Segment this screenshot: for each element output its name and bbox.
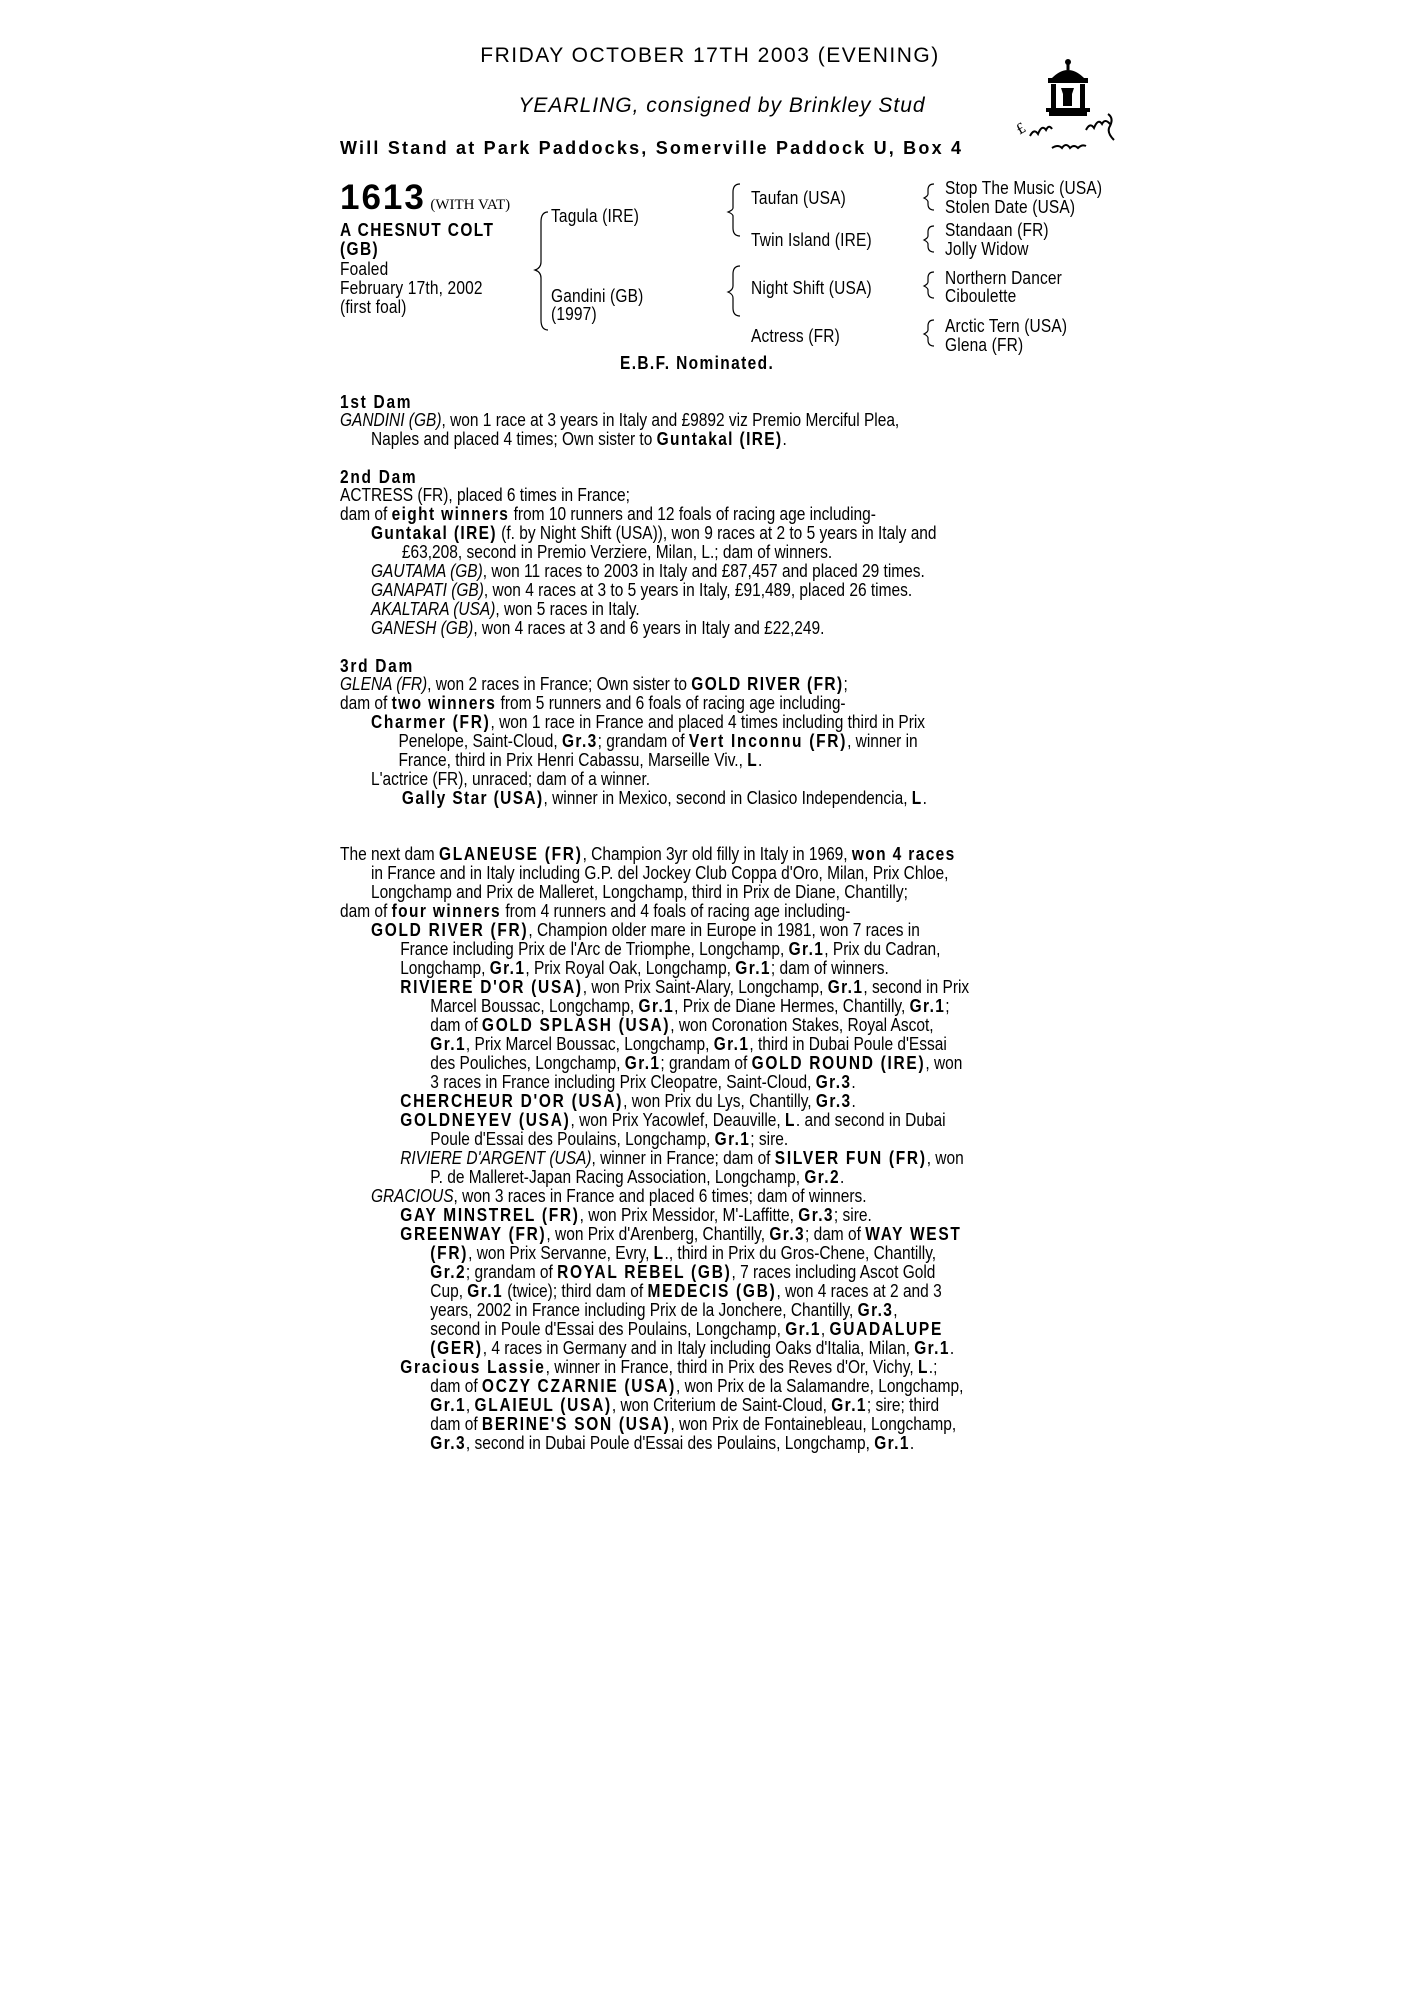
next-dam-line: [340, 902, 969, 921]
grade-or-count: Gr.1: [714, 1129, 751, 1149]
record-text: dam of: [430, 1376, 482, 1396]
record-text: . and second in Dubai: [795, 1110, 946, 1130]
grade-or-count: Gr.3: [857, 1300, 894, 1320]
record-text: , won Prix d'Arenberg, Chantilly,: [546, 1224, 770, 1244]
next-dam-line: [340, 1073, 969, 1092]
lot-description: A CHESNUT COLT: [340, 220, 495, 240]
first-foal-note: (first foal): [340, 297, 407, 317]
grade-or-count: L: [785, 1110, 796, 1130]
stand-cut: 4: [951, 138, 964, 158]
record-text: , second in Prix: [863, 977, 970, 997]
record-text: .;: [928, 1357, 938, 1377]
horse-name: SILVER FUN (FR): [774, 1148, 927, 1168]
record-text: ; sire; third: [866, 1395, 940, 1415]
pedigree-gen3-8: Glena (FR): [945, 335, 1024, 355]
grade-or-count: Gr.1: [874, 1433, 910, 1453]
punct: .: [782, 429, 787, 449]
record-text: des Pouliches, Longchamp,: [430, 1053, 625, 1073]
record-text: , Prix du Cadran,: [824, 939, 941, 959]
next-dam-line: [340, 997, 969, 1016]
record-text: (twice); third dam of: [502, 1281, 648, 1301]
horse-record: , winner in: [847, 731, 918, 751]
record-text: , won Prix Saint-Alary, Longchamp,: [582, 977, 828, 997]
grade: L: [911, 788, 923, 808]
next-dam-line: [340, 1225, 969, 1244]
next-dam-line: [340, 1415, 969, 1434]
grade-or-count: Gr.3: [798, 1205, 834, 1225]
next-dam-line: [340, 1377, 969, 1396]
pedigree-gen3-7: Arctic Tern (USA): [945, 316, 1068, 336]
grade-or-count: four winners: [391, 901, 502, 921]
horse-name: WAY WEST: [865, 1224, 962, 1244]
record-text: ,: [893, 1300, 898, 1320]
lot-number: 1613: [340, 178, 426, 217]
record-text: dam of: [430, 1414, 482, 1434]
record-text: from 4 runners and 4 foals of racing age including-: [501, 901, 851, 921]
grade-or-count: Gr.1: [788, 939, 825, 959]
record-text: , second in Dubai Poule d'Essai des Poulains, Longchamp,: [465, 1433, 875, 1453]
next-dam-line: [340, 978, 969, 997]
third-dam-heading: 3rd Dam: [340, 656, 414, 676]
pedigree-gen3-1: Stop The Music (USA): [945, 178, 1103, 198]
horse-name: GAY MINSTREL (FR): [400, 1205, 580, 1225]
record-text: , Champion 3yr old filly in Italy in 1969,: [582, 844, 852, 864]
horse-name: RIVIERE D'OR (USA): [400, 977, 583, 997]
horse-name: OCZY CZARNIE (USA): [481, 1376, 677, 1396]
next-dam-line: [340, 1244, 969, 1263]
horse-record: ; grandam of: [597, 731, 689, 751]
stand-location: [340, 138, 963, 159]
winners-count: two winners: [391, 693, 497, 713]
grade-or-count: Gr.1: [785, 1319, 821, 1339]
horse-record: France, third in Prix Henri Cabassu, Marseille Viv.,: [398, 750, 748, 770]
pedigree-gen2-1: Taufan (USA): [751, 188, 846, 208]
consignor-text: , consigned by Brinkley Stud: [632, 94, 926, 117]
pedigree-gen2-3: Night Shift (USA): [751, 278, 872, 298]
record-text: .: [949, 1338, 955, 1358]
record-text: in France and in Italy including G.P. del Jockey Club Coppa d'Oro, Milan, Prix Chloe,: [370, 863, 949, 883]
record-text: ; grandam of: [465, 1262, 558, 1282]
sale-date: FRIDAY OCTOBER 17TH 2003 (EVENING): [480, 44, 940, 67]
next-dam-text: [340, 845, 969, 1453]
next-dam-line: [340, 1206, 969, 1225]
second-dam-produce-summary: [340, 505, 937, 524]
grade-or-count: Gr.3: [769, 1224, 805, 1244]
record-text: , won Prix Messidor, M'-Laffitte,: [579, 1205, 799, 1225]
horse-name: GANESH (GB): [370, 618, 474, 638]
second-dam-text: [340, 486, 937, 638]
dam-name: GANDINI (GB): [340, 410, 442, 430]
next-dam-line: [340, 1092, 969, 1111]
record-text: , won 4 races at 2 and 3: [776, 1281, 942, 1301]
foaled-date: February 17th, 2002: [340, 278, 483, 298]
produce-line: [340, 524, 937, 543]
record-text: P. de Malleret-Japan Racing Association, Longchamp,: [430, 1167, 805, 1187]
grade-or-count: Gr.2: [430, 1262, 466, 1282]
record-text: Cup,: [430, 1281, 468, 1301]
produce-line: [340, 581, 937, 600]
horse-name: RIVIERE D'ARGENT (USA): [400, 1148, 592, 1168]
horse-name: (GER): [430, 1338, 483, 1358]
next-dam-line: [340, 1339, 969, 1358]
grade-or-count: Gr.1: [735, 958, 771, 978]
record-text: , third in Dubai Poule d'Essai: [749, 1034, 947, 1054]
grade-or-count: Gr.1: [914, 1338, 950, 1358]
horse-name: GAUTAMA (GB): [370, 561, 483, 581]
third-dam-text: [340, 675, 927, 808]
record-text: , Prix de Diane Hermes, Chantilly,: [674, 996, 910, 1016]
punct: ;: [843, 674, 848, 694]
horse-name: Gracious Lassie: [400, 1357, 546, 1377]
third-dam-intro: [340, 675, 927, 694]
record-text: second in Poule d'Essai des Poulains, Longchamp,: [430, 1319, 786, 1339]
record-text: .: [839, 1167, 845, 1187]
horse-record: , won 1 race in France and placed 4 times including third in Prix: [490, 712, 926, 732]
record-text: ; grandam of: [660, 1053, 752, 1073]
record-text: , won Prix de la Salamandre, Longchamp,: [676, 1376, 964, 1396]
record-text: ., third in Prix du Gros-Chene, Chantilly,: [664, 1243, 937, 1263]
record-text: , won Coronation Stakes, Royal Ascot,: [670, 1015, 934, 1035]
next-dam-line: [340, 1187, 969, 1206]
foaled-label: Foaled: [340, 259, 389, 279]
horse-record: , won 4 races at 3 and 6 years in Italy and £22,249.: [473, 618, 825, 638]
record-text: Longchamp and Prix de Malleret, Longchamp, third in Prix de Diane, Chantilly;: [370, 882, 908, 902]
record-text: , Prix Royal Oak, Longchamp,: [525, 958, 736, 978]
horse-name: Vert Inconnu (FR): [688, 731, 848, 751]
record-text: dam of: [430, 1015, 482, 1035]
produce-line: [340, 789, 927, 808]
pedigree-sire: Tagula (IRE): [551, 206, 640, 226]
next-dam-line: [340, 1168, 969, 1187]
record-text: .: [909, 1433, 915, 1453]
horse-name: GREENWAY (FR): [400, 1224, 547, 1244]
record-text: , won: [926, 1148, 964, 1168]
pedigree-gen3-3: Standaan (FR): [945, 220, 1049, 240]
grade-or-count: Gr.1: [489, 958, 526, 978]
record-text: .: [851, 1072, 856, 1092]
grade-or-count: Gr.3: [815, 1091, 852, 1111]
record-text: Marcel Boussac, Longchamp,: [430, 996, 639, 1016]
record-text: years, 2002 in France including Prix de la Jonchere, Chantilly,: [430, 1300, 858, 1320]
produce-line: £63,208, second in Premio Verziere, Milan, L.; dam of winners.: [401, 542, 833, 562]
next-dam-line: [340, 1282, 969, 1301]
horse-name: GOLD RIVER (FR): [370, 920, 529, 940]
produce-line: [340, 713, 927, 732]
dam-record: , won 1 race at 3 years in Italy and £9892 viz Premio Merciful Plea,: [441, 410, 900, 430]
horse-name: GLANEUSE (FR): [438, 844, 583, 864]
record-text: , won Prix Yacowlef, Deauville,: [570, 1110, 786, 1130]
next-dam-line: [340, 1111, 969, 1130]
svg-text:£: £: [1013, 120, 1030, 139]
next-dam-line: [340, 1320, 969, 1339]
record-text: , won Prix Servanne, Evry,: [468, 1243, 654, 1263]
yearling-label: YEARLING: [518, 94, 633, 117]
record-text: , won Prix de Fontainebleau, Longchamp,: [670, 1414, 957, 1434]
horse-name: GOLDNEYEV (USA): [400, 1110, 571, 1130]
next-dam-line: [340, 845, 969, 864]
lot-number-block: [340, 178, 510, 218]
next-dam-line: [340, 1016, 969, 1035]
record-text: , 4 races in Germany and in Italy including Oaks d'Italia, Milan,: [482, 1338, 915, 1358]
punct: .: [758, 750, 763, 770]
horse-name: GUADALUPE: [829, 1319, 944, 1339]
grade-or-count: Gr.1: [638, 996, 675, 1016]
first-dam-line: [340, 430, 899, 449]
horse-name: Gally Star (USA): [401, 788, 544, 808]
grade-or-count: Gr.1: [831, 1395, 867, 1415]
grade: Gr.3: [561, 731, 598, 751]
first-dam-line: [340, 411, 899, 430]
next-dam-line: [340, 1035, 969, 1054]
pedigree-dam-year: (1997): [551, 304, 597, 324]
horse-record: , winner in Mexico, second in Clasico Independencia,: [543, 788, 912, 808]
record-text: .: [851, 1091, 856, 1111]
record-text: , won Prix du Lys, Chantilly,: [623, 1091, 816, 1111]
punct: .: [922, 788, 927, 808]
produce-line: L'actrice (FR), unraced; dam of a winner.: [370, 769, 651, 789]
next-dam-line: [340, 940, 969, 959]
record-text: ; sire.: [750, 1129, 789, 1149]
produce-text: dam of: [340, 693, 392, 713]
horse-name: Guntakal (IRE): [370, 523, 497, 543]
logo-graphic: [1008, 54, 1128, 154]
pedigree-gen3-5: Northern Dancer: [945, 268, 1063, 288]
grade-or-count: Gr.1: [713, 1034, 750, 1054]
first-dam-heading: 1st Dam: [340, 392, 413, 412]
horse-name: GLAIEUL (USA): [474, 1395, 612, 1415]
horse-record: , won 11 races to 2003 in Italy and £87,457 and placed 29 times.: [482, 561, 925, 581]
second-dam-heading: 2nd Dam: [340, 467, 418, 487]
horse-name: GOLD ROUND (IRE): [751, 1053, 926, 1073]
record-text: Poule d'Essai des Poulains, Longchamp,: [430, 1129, 715, 1149]
consignor-line: [518, 94, 925, 118]
tattersalls-logo: [1008, 54, 1128, 154]
next-dam-line: [340, 883, 969, 902]
produce-text: from 10 runners and 12 foals of racing age including-: [509, 504, 876, 524]
produce-line: [340, 562, 937, 581]
grade-or-count: L: [653, 1243, 665, 1263]
record-text: ,: [820, 1319, 830, 1339]
record-text: ; sire.: [833, 1205, 872, 1225]
horse-record: , won 4 races at 3 to 5 years in Italy, £91,489, placed 26 times.: [483, 580, 913, 600]
horse-name: GRACIOUS: [370, 1186, 454, 1206]
grade-or-count: Gr.1: [827, 977, 864, 997]
produce-line: [340, 732, 927, 751]
first-dam-text: [340, 411, 899, 449]
next-dam-line: [340, 1358, 969, 1377]
record-text: The next dam: [340, 844, 439, 864]
dam-record: Naples and placed 4 times; Own sister to: [370, 429, 657, 449]
produce-line: [340, 600, 937, 619]
ebf-nomination: E.B.F. Nominated.: [620, 353, 775, 373]
horse-name: Charmer (FR): [370, 712, 491, 732]
record-text: ,: [465, 1395, 475, 1415]
next-dam-line: [340, 1263, 969, 1282]
next-dam-line: [340, 864, 969, 883]
horse-name: ROYAL REBEL (GB): [557, 1262, 732, 1282]
stand-text: Will Stand at Park Paddocks, Somerville Paddock U, Box: [340, 138, 944, 158]
horse-name: AKALTARA (USA): [370, 599, 496, 619]
pedigree-gen2-4: Actress (FR): [751, 326, 840, 346]
grade-or-count: won 4 races: [851, 844, 956, 864]
record-text: , winner in France; dam of: [591, 1148, 775, 1168]
horse-record: , won 5 races in Italy.: [495, 599, 640, 619]
grade-or-count: L: [917, 1357, 929, 1377]
next-dam-line: [340, 1054, 969, 1073]
pedigree-dam: Gandini (GB): [551, 286, 644, 306]
grade-or-count: Gr.2: [804, 1167, 840, 1187]
grade: L: [747, 750, 759, 770]
produce-line: [340, 751, 927, 770]
pedigree-gen3-6: Ciboulette: [945, 286, 1017, 306]
lot-description-country: (GB): [340, 239, 380, 259]
record-text: 3 races in France including Prix Cleopatre, Saint-Cloud,: [430, 1072, 816, 1092]
record-text: , Prix Marcel Boussac, Longchamp,: [465, 1034, 714, 1054]
grade-or-count: Gr.1: [467, 1281, 503, 1301]
second-dam-intro: ACTRESS (FR), placed 6 times in France;: [340, 485, 630, 505]
sibling-name: Guntakal (IRE): [656, 429, 783, 449]
horse-record: (f. by Night Shift (USA)), won 9 races at 2 to 5 years in Italy and: [496, 523, 937, 543]
record-text: ; dam of: [804, 1224, 866, 1244]
horse-name: GANAPATI (GB): [370, 580, 484, 600]
pedigree-gen3-2: Stolen Date (USA): [945, 197, 1076, 217]
vat-note: (WITH VAT): [430, 197, 511, 213]
produce-text: from 5 runners and 6 foals of racing age including-: [496, 693, 846, 713]
record-text: France including Prix de l'Arc de Triomphe, Longchamp,: [400, 939, 789, 959]
horse-record: Penelope, Saint-Cloud,: [398, 731, 562, 751]
third-dam-produce-summary: [340, 694, 927, 713]
next-dam-line: [340, 1149, 969, 1168]
record-text: ; dam of winners.: [770, 958, 889, 978]
next-dam-line: [340, 1434, 969, 1453]
horse-name: (FR): [430, 1243, 469, 1263]
next-dam-line: [340, 1301, 969, 1320]
produce-line: [340, 619, 937, 638]
dam-name: GLENA (FR): [340, 674, 428, 694]
record-text: , won Criterium de Saint-Cloud,: [611, 1395, 832, 1415]
dam-record: , won 2 races in France; Own sister to: [427, 674, 692, 694]
next-dam-line: [340, 921, 969, 940]
grade-or-count: Gr.3: [430, 1433, 466, 1453]
record-text: dam of: [340, 901, 392, 921]
record-text: , 7 races including Ascot Gold: [731, 1262, 936, 1282]
record-text: , won: [925, 1053, 963, 1073]
sibling-name: GOLD RIVER (FR): [691, 674, 844, 694]
horse-name: CHERCHEUR D'OR (USA): [400, 1091, 624, 1111]
grade-or-count: Gr.1: [430, 1034, 466, 1054]
winners-count: eight winners: [391, 504, 510, 524]
grade-or-count: Gr.1: [909, 996, 946, 1016]
record-text: ;: [945, 996, 950, 1016]
produce-text: dam of: [340, 504, 392, 524]
grade-or-count: Gr.3: [815, 1072, 852, 1092]
horse-name: GOLD SPLASH (USA): [481, 1015, 671, 1035]
grade-or-count: Gr.1: [624, 1053, 661, 1073]
pedigree-gen2-2: Twin Island (IRE): [751, 230, 872, 250]
pedigree-gen3-4: Jolly Widow: [945, 239, 1029, 259]
next-dam-line: [340, 959, 969, 978]
next-dam-line: [340, 1396, 969, 1415]
record-text: , won 3 races in France and placed 6 times; dam of winners.: [453, 1186, 867, 1206]
record-text: , Champion older mare in Europe in 1981, won 7 races in: [528, 920, 920, 940]
grade-or-count: Gr.1: [430, 1395, 466, 1415]
horse-name: BERINE'S SON (USA): [481, 1414, 671, 1434]
next-dam-line: [340, 1130, 969, 1149]
record-text: , winner in France, third in Prix des Reves d'Or, Vichy,: [545, 1357, 918, 1377]
horse-name: MEDECIS (GB): [647, 1281, 777, 1301]
record-text: Longchamp,: [400, 958, 490, 978]
